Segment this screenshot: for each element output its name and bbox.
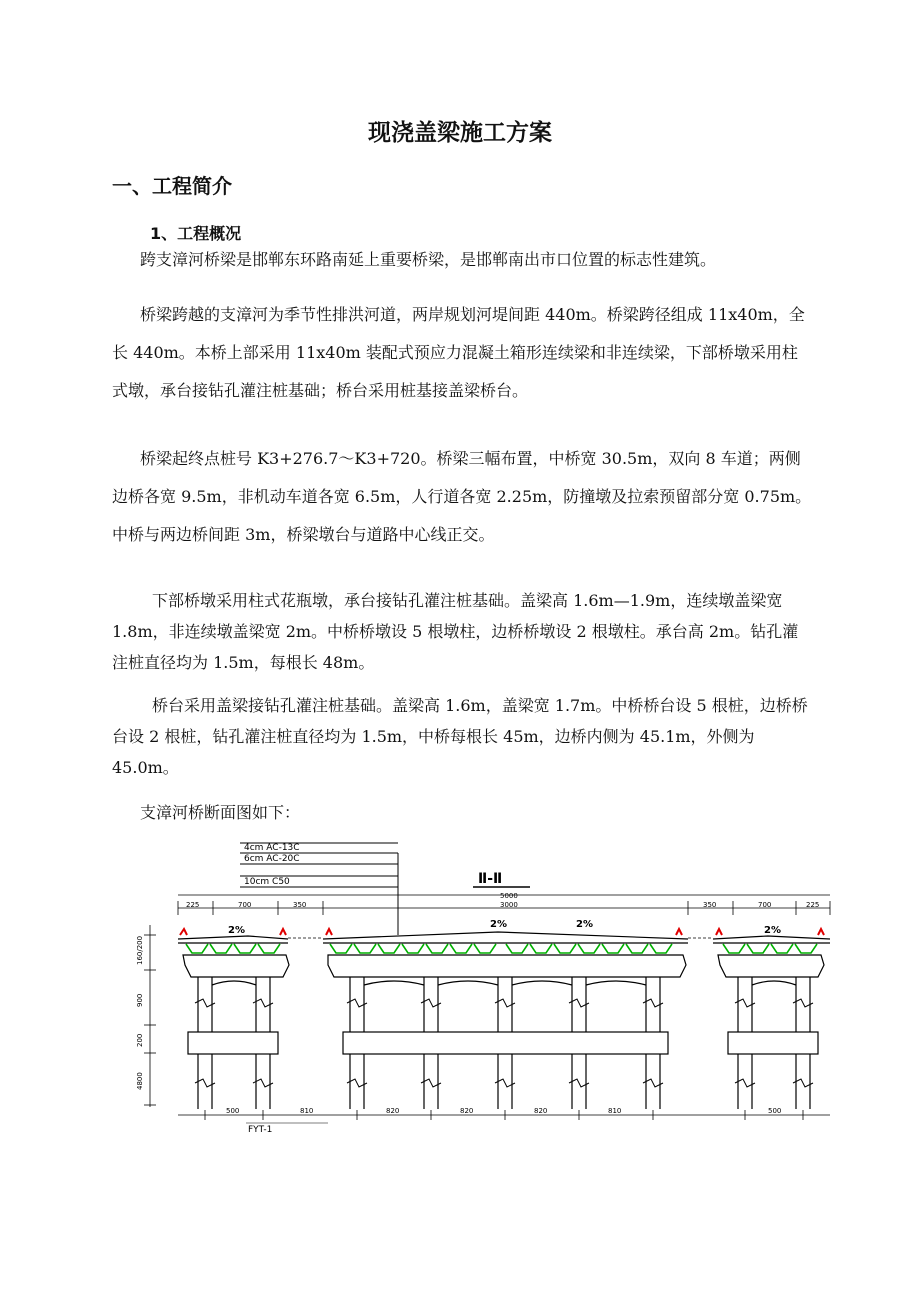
dim-top-5: 350 — [703, 901, 717, 909]
deck-left — [178, 936, 288, 943]
box-girders — [186, 944, 817, 953]
paragraph-4: 下部桥墩采用柱式花瓶墩，承台接钻孔灌注桩基础。盖梁高 1.6m—1.9m，连续墩盖梁宽 1.8m，非连续墩盖梁宽 2m。中桥桥墩设 5 根墩柱，边桥桥墩设 2 根墩柱。承台高 2m。钻孔灌注桩直径均为 1.5m，每根长 48m。 — [112, 591, 799, 672]
figure-caption: FYT-1 — [248, 1125, 273, 1135]
break-marks — [195, 999, 813, 1087]
slope-3: 2% — [576, 919, 593, 930]
dim-top-4: 3000 — [500, 901, 518, 909]
bridge-section-figure — [128, 835, 833, 1135]
section-heading: 一、工程简介 — [112, 174, 232, 198]
dim-bottom-3: 820 — [386, 1107, 400, 1115]
piers — [198, 977, 810, 1032]
top-total-dimension: 5000 — [500, 892, 518, 900]
dim-bottom-5: 820 — [534, 1107, 548, 1115]
slope-4: 2% — [764, 925, 781, 936]
dim-left-3: 200 — [136, 1033, 144, 1047]
layer-label-2: 6cm AC-20C — [244, 854, 300, 864]
deck-right — [713, 936, 830, 943]
paragraph-6: 支漳河桥断面图如下： — [140, 803, 301, 822]
paragraph-5: 桥台采用盖梁接钻孔灌注桩基础。盖梁高 1.6m，盖梁宽 1.7m。中桥桥台设 5 根桩，边桥桥台设 2 根桩，钻孔灌注桩直径均为 1.5m，中桥每根长 45m，边桥内侧为 45.1m，外侧为 45.0m。 — [112, 696, 808, 777]
paragraph-3: 桥梁起终点桩号 K3+276.7～K3+720。桥梁三幅布置，中桥宽 30.5m，双向 8 车道；两侧边桥各宽 9.5m，非机动车道各宽 6.5m，人行道各宽 2.25m，防撞墩及拉索预留部分宽 0.75m。中桥与两边桥间距 3m，桥梁墩台与道路中心线正交。 — [112, 449, 812, 544]
dim-bottom-1: 500 — [226, 1107, 240, 1115]
dim-bottom-7: 500 — [768, 1107, 782, 1115]
slope-2: 2% — [490, 919, 507, 930]
dim-left-2: 900 — [136, 993, 144, 1007]
subsection-heading: 1、工程概况 — [150, 224, 242, 243]
dim-top-1: 225 — [186, 901, 200, 909]
paragraph-2: 桥梁跨越的支漳河为季节性排洪河道，两岸规划河堤间距 440m。桥梁跨径组成 11x40m，全长 440m。本桥上部采用 11x40m 装配式预应力混凝土箱形连续梁和非连续梁，下部桥墩采用柱式墩，承台接钻孔灌注桩基础；桥台采用桩基接盖梁桥台。 — [112, 305, 805, 400]
dim-top-3: 350 — [293, 901, 307, 909]
dim-bottom-4: 820 — [460, 1107, 474, 1115]
slope-1: 2% — [228, 925, 245, 936]
cap-beams — [183, 955, 824, 977]
page-title: 现浇盖梁施工方案 — [368, 120, 552, 146]
dim-top-2: 700 — [238, 901, 252, 909]
deck-middle — [323, 932, 688, 943]
layer-label-1: 4cm AC-13C — [244, 843, 300, 853]
paragraph-1: 跨支漳河桥梁是邯郸东环路南延上重要桥梁，是邯郸南出市口位置的标志性建筑。 — [140, 250, 717, 269]
dim-bottom-2: 810 — [300, 1107, 314, 1115]
dim-left-1: 160/200 — [136, 935, 144, 965]
dim-left-4: 4800 — [136, 1072, 144, 1090]
pile-caps — [188, 1032, 818, 1054]
layer-label-3: 10cm C50 — [244, 877, 290, 887]
dim-top-7: 225 — [806, 901, 820, 909]
dim-top-6: 700 — [758, 901, 772, 909]
section-label: Ⅱ-Ⅱ — [478, 871, 503, 887]
dim-bottom-6: 810 — [608, 1107, 622, 1115]
